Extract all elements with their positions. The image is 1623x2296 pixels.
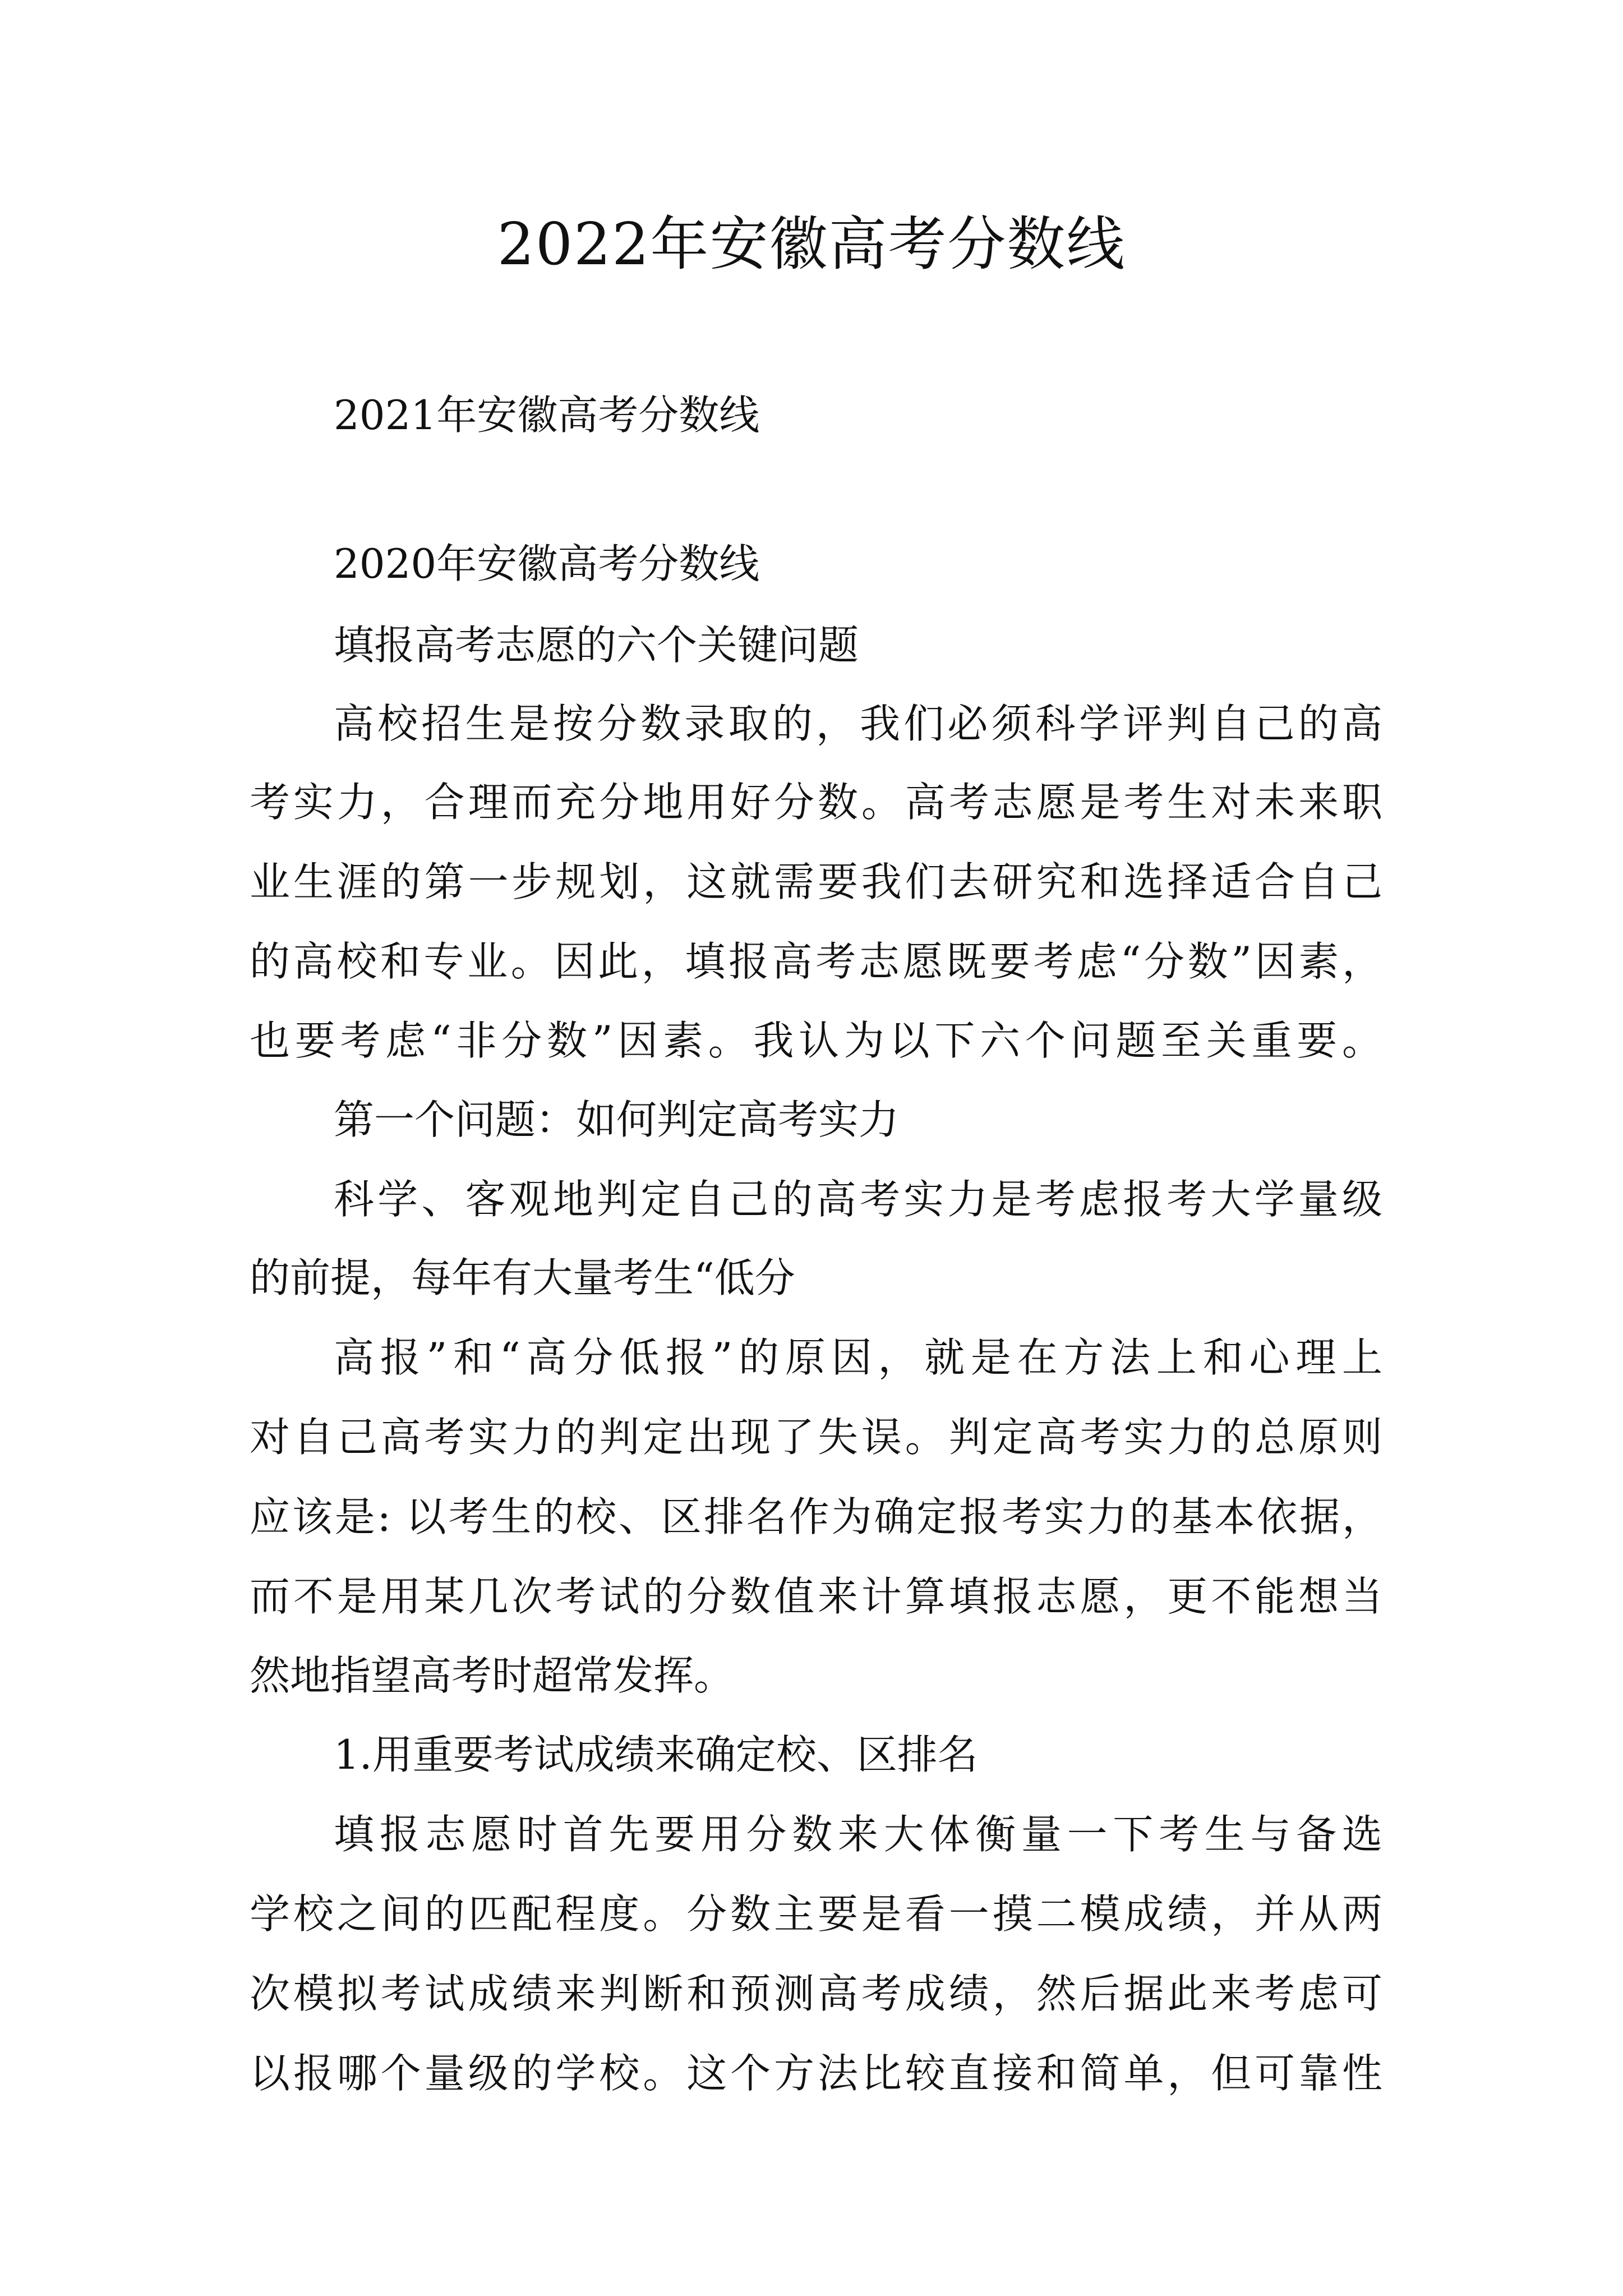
- paragraph-line: 2021年安徽高考分数线: [334, 392, 760, 439]
- paragraph-line: 次模拟考试成绩来判断和预测高考成绩，然后据此来考虑可: [250, 1970, 1382, 2017]
- paragraph-line: 高报”和“高分低报”的原因，就是在方法上和心理上: [334, 1334, 1382, 1381]
- paragraph-line: 1.用重要考试成绩来确定校、区排名: [334, 1731, 978, 1778]
- paragraph-line: 科学、客观地判定自己的高考实力是考虑报考大学量级: [334, 1176, 1382, 1223]
- paragraph-line: 的高校和专业。因此，填报高考志愿既要考虑“分数”因素，: [250, 938, 1382, 985]
- paragraph-line: 应该是: 以考生的校、区排名作为确定报考实力的基本依据，: [250, 1493, 1382, 1540]
- paragraph-line: 对自己高考实力的判定出现了失误。判定高考实力的总原则: [250, 1414, 1382, 1461]
- paragraph-line: 高校招生是按分数录取的，我们必须科学评判自己的高: [334, 700, 1382, 747]
- paragraph-line: 填报志愿时首先要用分数来大体衡量一下考生与备选: [334, 1811, 1382, 1858]
- document-title: 2022年安徽高考分数线: [497, 210, 1126, 278]
- paragraph-line: 学校之间的匹配程度。分数主要是看一摸二模成绩，并从两: [250, 1890, 1382, 1938]
- paragraph-line: 第一个问题：如何判定高考实力: [334, 1096, 900, 1143]
- paragraph-line: 的前提，每年有大量考生“低分: [250, 1254, 795, 1301]
- paragraph-line: 而不是用某几次考试的分数值来计算填报志愿，更不能想当: [250, 1573, 1382, 1620]
- paragraph-line: 2020年安徽高考分数线: [334, 540, 760, 587]
- paragraph-line: 以报哪个量级的学校。这个方法比较直接和简单，但可靠性: [250, 2050, 1382, 2097]
- paragraph-line: 业生涯的第一步规划，这就需要我们去研究和选择适合自己: [250, 858, 1382, 905]
- paragraph-line: 也要考虑“非分数”因素。我认为以下六个问题至关重要。: [250, 1017, 1382, 1064]
- paragraph-line: 考实力，合理而充分地用好分数。高考志愿是考生对未来职: [250, 779, 1382, 826]
- paragraph-line: 然地指望高考时超常发挥。: [250, 1652, 735, 1699]
- paragraph-line: 填报高考志愿的六个关键问题: [334, 622, 859, 669]
